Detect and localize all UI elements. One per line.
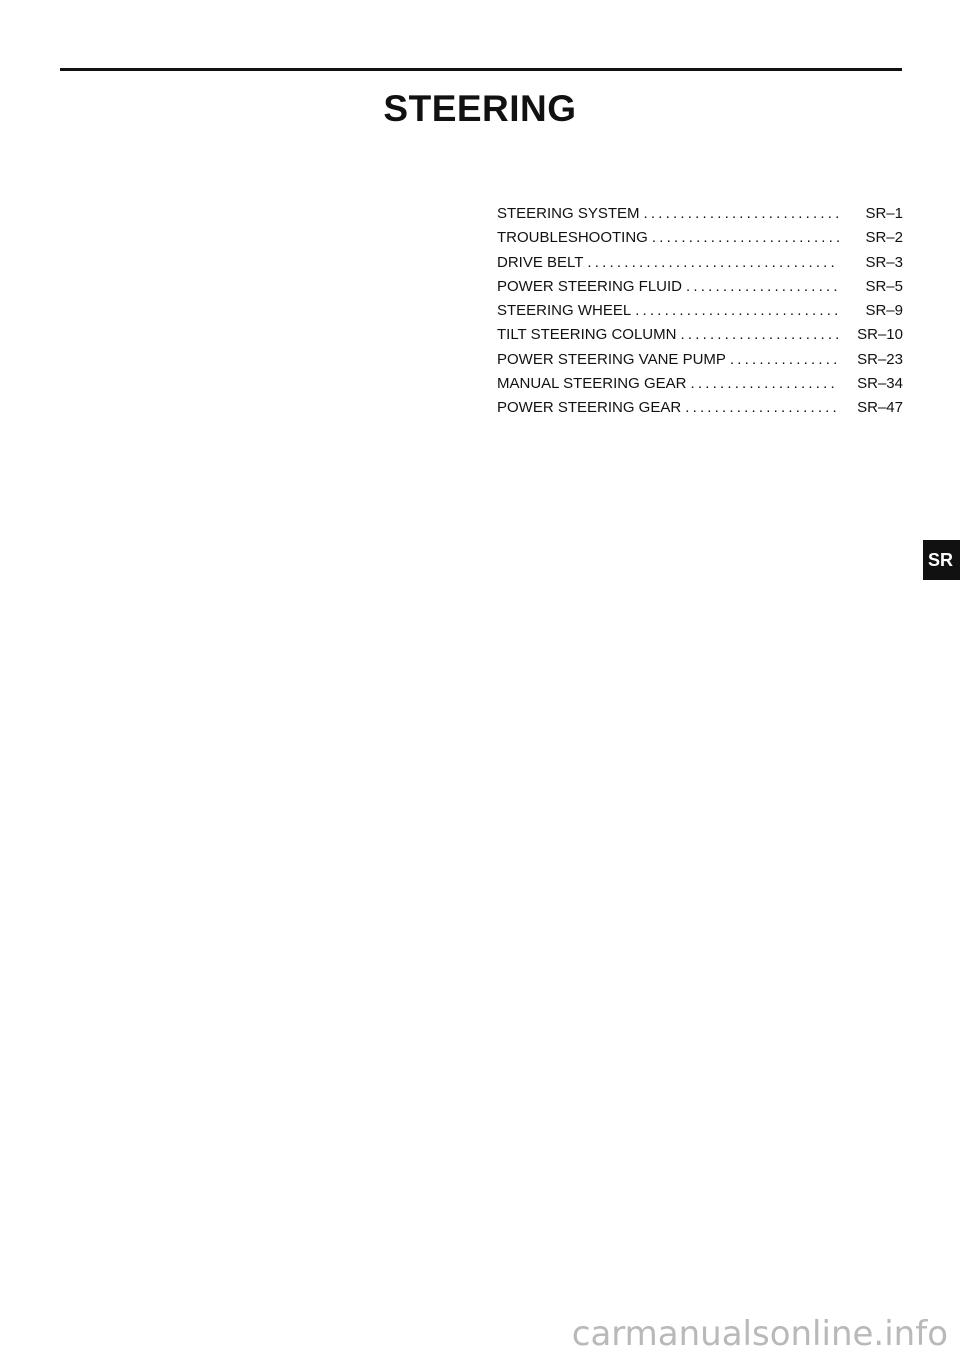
toc-entry-page: SR–9 — [865, 302, 903, 320]
toc-entry-page: SR–5 — [865, 277, 903, 295]
toc-entry-label: POWER STEERING GEAR — [497, 399, 682, 417]
toc-entry-steering-wheel[interactable] — [497, 302, 903, 326]
toc-entry-label: STEERING WHEEL — [497, 302, 632, 320]
toc-entry-power-steering-fluid[interactable] — [497, 278, 903, 302]
toc-leader-dots — [680, 326, 839, 343]
toc-leader-dots — [587, 254, 839, 271]
toc-leader-dots — [644, 205, 839, 222]
toc-entry-drive-belt[interactable] — [497, 254, 903, 278]
toc-entry-steering-system[interactable] — [497, 205, 903, 229]
toc-leader-dots — [730, 351, 839, 368]
table-of-contents — [497, 205, 903, 424]
toc-entry-page: SR–3 — [865, 253, 903, 271]
toc-entry-label: POWER STEERING FLUID — [497, 277, 683, 295]
toc-entry-label: MANUAL STEERING GEAR — [497, 375, 687, 393]
toc-leader-dots — [690, 375, 839, 392]
toc-entry-tilt-steering-column[interactable] — [497, 326, 903, 350]
toc-entry-page: SR–47 — [857, 399, 903, 417]
toc-leader-dots — [686, 278, 839, 295]
toc-entry-page: SR–10 — [857, 326, 903, 344]
toc-entry-troubleshooting[interactable] — [497, 229, 903, 253]
toc-leader-dots — [635, 302, 839, 319]
top-rule — [60, 68, 902, 71]
toc-entry-page: SR–2 — [865, 229, 903, 247]
toc-entry-manual-steering-gear[interactable] — [497, 375, 903, 399]
toc-entry-label: TILT STEERING COLUMN — [497, 326, 677, 344]
toc-leader-dots — [685, 399, 839, 416]
toc-leader-dots — [652, 229, 839, 246]
toc-entry-page: SR–34 — [857, 375, 903, 393]
toc-entry-label: STEERING SYSTEM — [497, 205, 640, 222]
toc-entry-power-steering-vane-pump[interactable] — [497, 351, 903, 375]
toc-entry-power-steering-gear[interactable] — [497, 399, 903, 423]
section-tab: SR — [923, 540, 960, 580]
toc-entry-label: TROUBLESHOOTING — [497, 229, 648, 247]
toc-entry-page: SR–23 — [857, 350, 903, 368]
watermark: carmanualsonline.info — [571, 1314, 948, 1354]
toc-entry-label: POWER STEERING VANE PUMP — [497, 350, 726, 368]
toc-entry-page: SR–1 — [865, 205, 903, 222]
toc-entry-label: DRIVE BELT — [497, 253, 584, 271]
page-title: STEERING — [383, 88, 577, 129]
